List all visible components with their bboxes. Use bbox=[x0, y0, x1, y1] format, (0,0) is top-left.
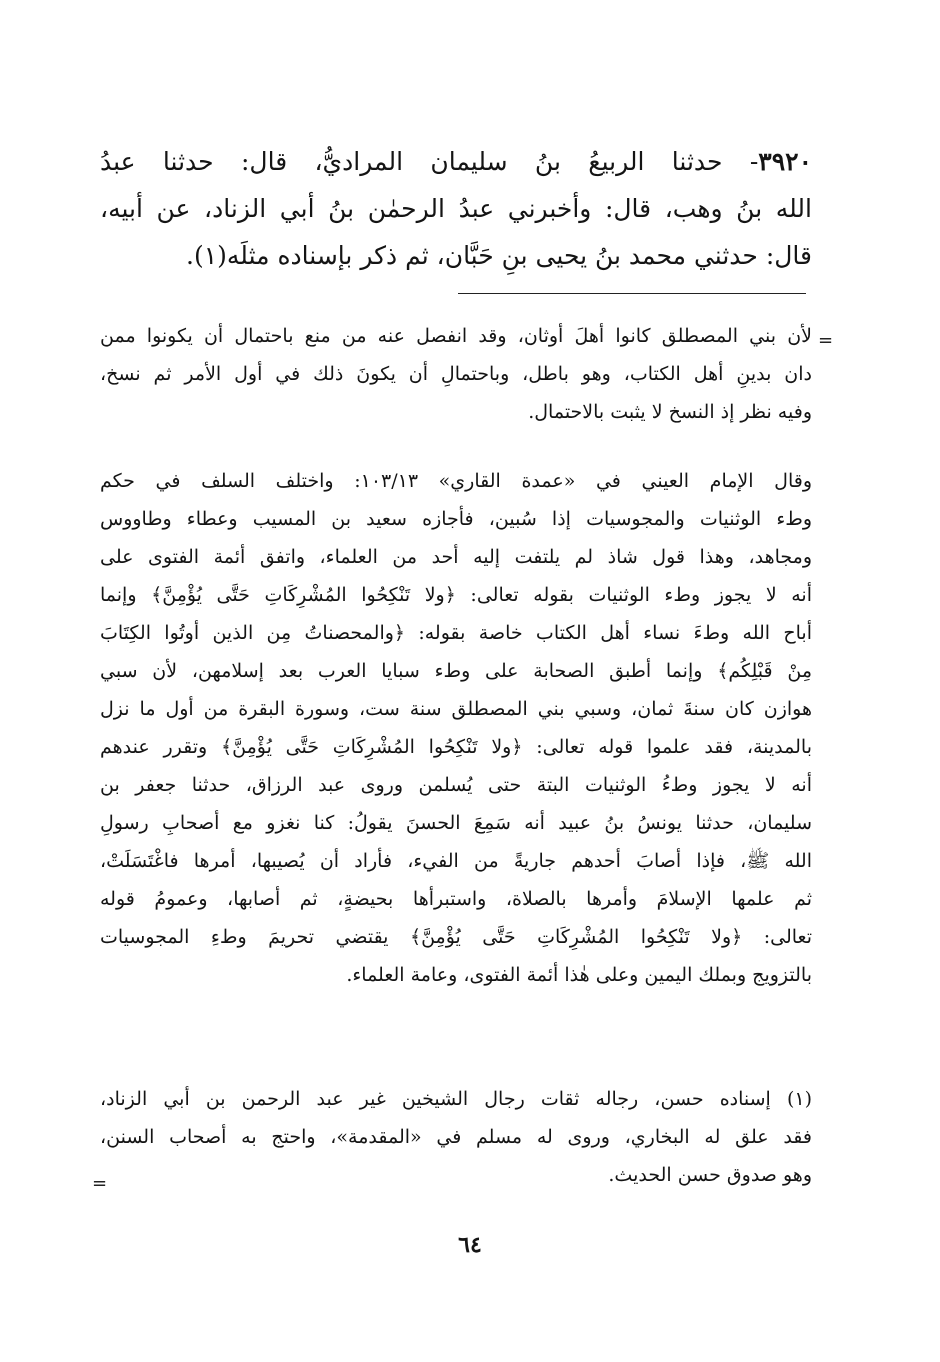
footnote-line: بالمدينة، فقد علموا قوله تعالى: ﴿ولا تَنْكِحُوا المُشْرِكَاتِ حَتَّى يُؤْمِنَّ﴾ وتقرر عندهم bbox=[100, 736, 812, 758]
footnote-line: وقال الإمام العيني في «عمدة القاري» ١٠٣/١٣: واختلف السلف في حكم bbox=[100, 470, 813, 492]
footnote-line: تعالى: ﴿ولا تَنْكِحُوا المُشْرِكَاتِ حَتَّى يُؤْمِنَّ﴾ يقتضي تحريمَ وطءِ المجوسيات bbox=[100, 926, 812, 948]
footnote-line: أنه لا يجوز وطءُ الوثنيات البتة حتى يُسلمن وروى عبد الرزاق، حدثنا جعفر بن bbox=[100, 774, 812, 796]
footnote-continuation-mark-start: = bbox=[818, 330, 834, 351]
hadith-line: ٣٩٢٠- حدثنا الربيعُ بنُ سليمان المراديُّ، قال: حدثنا عبدُ bbox=[100, 147, 812, 176]
footnote-line: ثم علمها الإسلامَ وأمرها بالصلاة، واستبرأها بحيضةٍ، ثم أصابها، وعمومُ قوله bbox=[100, 888, 812, 910]
footnote-line: لأن بني المصطلق كانوا أهلَ أوثان، وقد انفصل عنه من منع باحتمال أن يكونوا ممن bbox=[100, 325, 812, 347]
footnote-line: ومجاهد، وهذا قول شاذ لم يلتفت إليه أحد من العلماء، واتفق أئمة الفتوى على bbox=[100, 546, 812, 568]
footnote-continuation-mark-end: = bbox=[92, 1173, 108, 1194]
hadith-line: قال: حدثني محمد بنُ يحيى بنِ حَبَّان، ثم ذكر بإسناده مثلَه(١). bbox=[186, 241, 812, 270]
hadith-line: الله بنُ وهب، قال: وأخبرني عبدُ الرحمٰن بنُ أبي الزناد، عن أبيه، bbox=[100, 194, 812, 223]
footnote-line: أنه لا يجوز وطء الوثنيات بقوله تعالى: ﴿ولا تَنْكِحُوا المُشْرِكَاتِ حَتَّى يُؤْمِنَّ﴾ وإنما bbox=[100, 584, 812, 606]
footnote-line: وفيه نظر إذ النسخ لا يثبت بالاحتمال. bbox=[528, 401, 812, 423]
footnote-separator bbox=[458, 293, 806, 294]
footnote-line: (١) إسناده حسن، رجاله ثقات رجال الشيخين غير عبد الرحمن بن أبي الزناد، bbox=[100, 1088, 812, 1110]
footnote-line: فقد علق له البخاري، وروى له مسلم في «المقدمة»، واحتج به أصحاب السنن، bbox=[100, 1126, 812, 1148]
footnote-line: أباح الله وطءَ نساء أهل الكتاب خاصة بقوله: ﴿والمحصناتُ مِن الذين أوتُوا الكِتَابَ bbox=[100, 622, 812, 644]
hadith-text bbox=[100, 138, 812, 279]
footnote-aini-paragraph bbox=[100, 462, 812, 994]
hadith-number: ٣٩٢٠ bbox=[758, 147, 812, 176]
footnote-line: سليمان، حدثنا يونسُ بنُ عبيد أنه سَمِعَ الحسنَ يقولُ: كنا نغزو مع أصحابِ رسولِ bbox=[100, 812, 812, 834]
footnote-line: وطء الوثنيات والمجوسيات إذا سُبين، فأجازه سعيد بن المسيب وعطاء وطاووس bbox=[100, 508, 812, 530]
footnote-line: دان بدينِ أهل الكتاب، وهو باطل، وباحتمالِ أن يكونَ ذلك في أول الأمر ثم نسخ، bbox=[100, 363, 812, 385]
footnote-line: وهو صدوق حسن الحديث. bbox=[608, 1164, 812, 1186]
footnote-1 bbox=[100, 1080, 812, 1194]
page-number: ٦٤ bbox=[458, 1232, 482, 1258]
footnote-continued bbox=[100, 317, 812, 431]
footnote-line: بالتزويج وبملك اليمين وعلى هٰذا أئمة الفتوى، وعامة العلماء. bbox=[346, 964, 812, 986]
footnote-line: مِنْ قَبْلِكُم﴾ وإنما أطبق الصحابة على وطء سبايا العرب بعد إسلامهن، لأن سبي bbox=[100, 660, 812, 682]
footnote-line: هوازن كان سنةَ ثمان، وسبي بني المصطلق سنة ست، وسورة البقرة من أول ما نزل bbox=[100, 698, 812, 720]
footnote-line: الله ﷺ، فإذا أصابَ أحدهم جاريةً من الفيء، فأراد أن يُصيبها، أمرها فاغْتَسَلَتْ، bbox=[100, 850, 812, 872]
